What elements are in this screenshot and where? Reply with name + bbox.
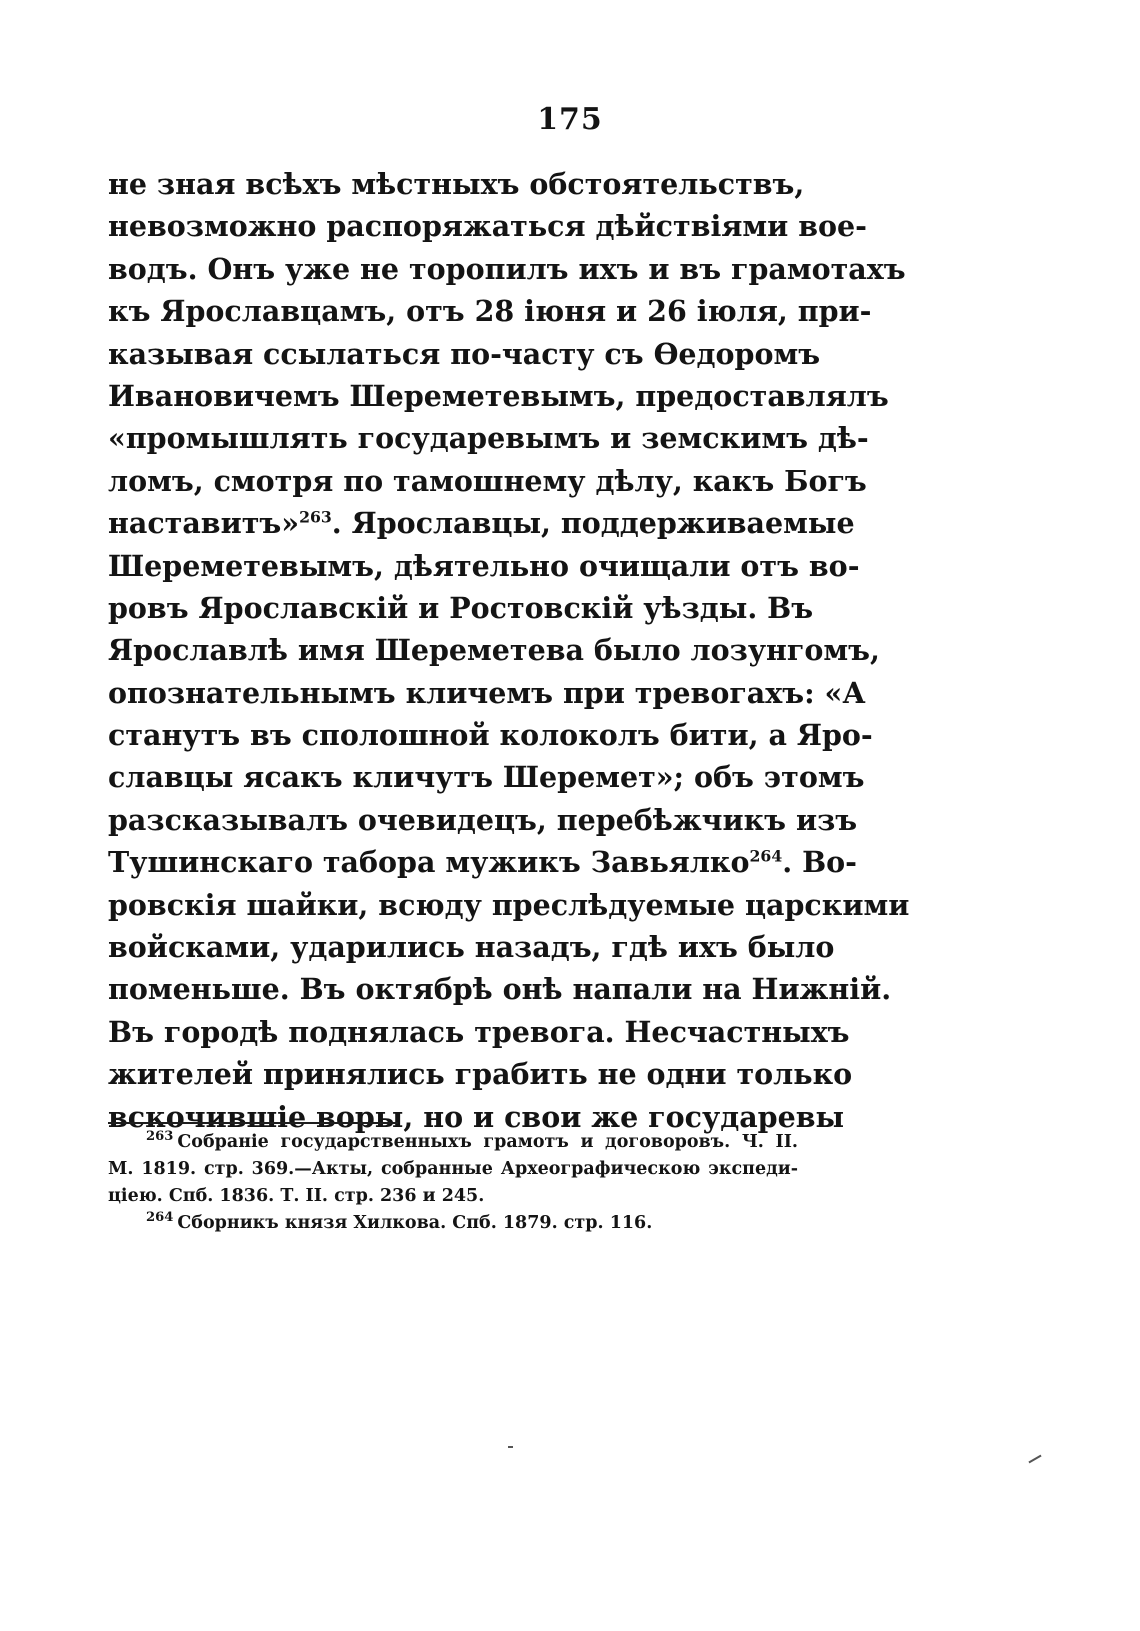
text-line xyxy=(108,672,866,714)
line-text: невозможно распоряжаться дѣйствiями вое- xyxy=(108,209,867,244)
text-line xyxy=(108,799,858,841)
footnote-text: цiею. Спб. 1836. Т. II. стр. 236 и 245. xyxy=(108,1186,485,1206)
footnote-text: Сборникъ князя Хилкова. Спб. 1879. стр. 116. xyxy=(177,1213,653,1233)
text-line xyxy=(108,841,857,883)
footnotes xyxy=(108,1129,798,1237)
line-text: . Ярославцы, поддерживаемые xyxy=(331,506,855,541)
text-line xyxy=(108,248,906,290)
text-line xyxy=(108,756,865,798)
text-line xyxy=(108,1011,850,1053)
line-text: опознательнымъ кличемъ при тревогахъ: «А xyxy=(108,675,866,710)
line-text: Ивановичемъ Шереметевымъ, предоставлялъ xyxy=(108,378,889,413)
footnote-number: 263 xyxy=(146,1129,174,1145)
line-text: Ярославлѣ имя Шереметева было лозунгомъ, xyxy=(108,633,880,668)
text-line xyxy=(108,884,910,926)
text-line xyxy=(108,629,880,671)
text-line xyxy=(108,714,873,756)
text-line xyxy=(108,460,867,502)
text-line xyxy=(108,163,805,205)
footnote-line xyxy=(108,1183,798,1210)
text-line xyxy=(108,1053,853,1095)
main-text xyxy=(108,163,910,1138)
text-line xyxy=(108,502,855,544)
line-text: станутъ въ сполошной колоколъ бити, а Яро- xyxy=(108,718,873,753)
text-line xyxy=(108,545,860,587)
line-text: ломъ, смотря по тамошнему дѣлу, какъ Богъ xyxy=(108,463,867,498)
text-line xyxy=(108,205,867,247)
line-text: водъ. Онъ уже не торопилъ ихъ и въ грамотахъ xyxy=(108,251,906,286)
line-text: ровскiя шайки, всюду преслѣдуемые царскими xyxy=(108,887,910,922)
scan-speck xyxy=(508,1446,513,1448)
footnote-line xyxy=(108,1210,798,1237)
line-text: поменьше. Въ октябрѣ онѣ напали на Нижнiй. xyxy=(108,972,892,1007)
footnote-divider xyxy=(108,1122,398,1124)
footnote-line xyxy=(108,1129,798,1156)
text-line xyxy=(108,290,872,332)
line-text: войсками, ударились назадъ, гдѣ ихъ было xyxy=(108,930,835,965)
line-text: Шереметевымъ, дѣятельно очищали отъ во- xyxy=(108,548,860,583)
line-text: жителей принялись грабить не одни только xyxy=(108,1057,853,1092)
footnote-line xyxy=(108,1156,798,1183)
line-text: вскочившiе воры, но и свои же государевы xyxy=(108,1099,845,1134)
line-text: славцы ясакъ кличутъ Шеремет»; объ этомъ xyxy=(108,760,865,795)
line-text: Тушинскаго табора мужикъ Завьялко xyxy=(108,845,750,880)
line-text: разсказывалъ очевидецъ, перебѣжчикъ изъ xyxy=(108,802,858,837)
footnote-text: Собранiе государственныхъ грамотъ и договоровъ. Ч. II. xyxy=(177,1132,798,1152)
page-number: 175 xyxy=(537,102,603,137)
footnote-reference: 264 xyxy=(749,846,783,866)
text-line xyxy=(108,375,889,417)
line-text: ровъ Ярославскiй и Ростовскiй уѣзды. Въ xyxy=(108,590,814,625)
line-text: . Во- xyxy=(782,845,857,880)
text-line xyxy=(108,926,835,968)
line-text: къ Ярославцамъ, отъ 28 iюня и 26 iюля, при- xyxy=(108,294,872,329)
line-text: наставитъ» xyxy=(108,506,300,541)
footnote-reference: 263 xyxy=(299,507,332,527)
line-text: не зная всѣхъ мѣстныхъ обстоятельствъ, xyxy=(108,167,805,201)
footnote-number: 264 xyxy=(146,1210,174,1226)
text-line xyxy=(108,587,814,629)
scan-speck xyxy=(1028,1455,1041,1464)
line-text: казывая ссылаться по-часту съ Ѳедоромъ xyxy=(108,336,821,371)
text-line xyxy=(108,417,869,459)
footnote-text: М. 1819. стр. 369.—Акты, собранные Археографическою экспеди- xyxy=(108,1159,798,1179)
line-text: «промышлять государевымъ и земскимъ дѣ- xyxy=(108,421,869,456)
text-line xyxy=(108,333,821,375)
text-line xyxy=(108,968,892,1010)
line-text: Въ городѣ поднялась тревога. Несчастныхъ xyxy=(108,1014,850,1049)
